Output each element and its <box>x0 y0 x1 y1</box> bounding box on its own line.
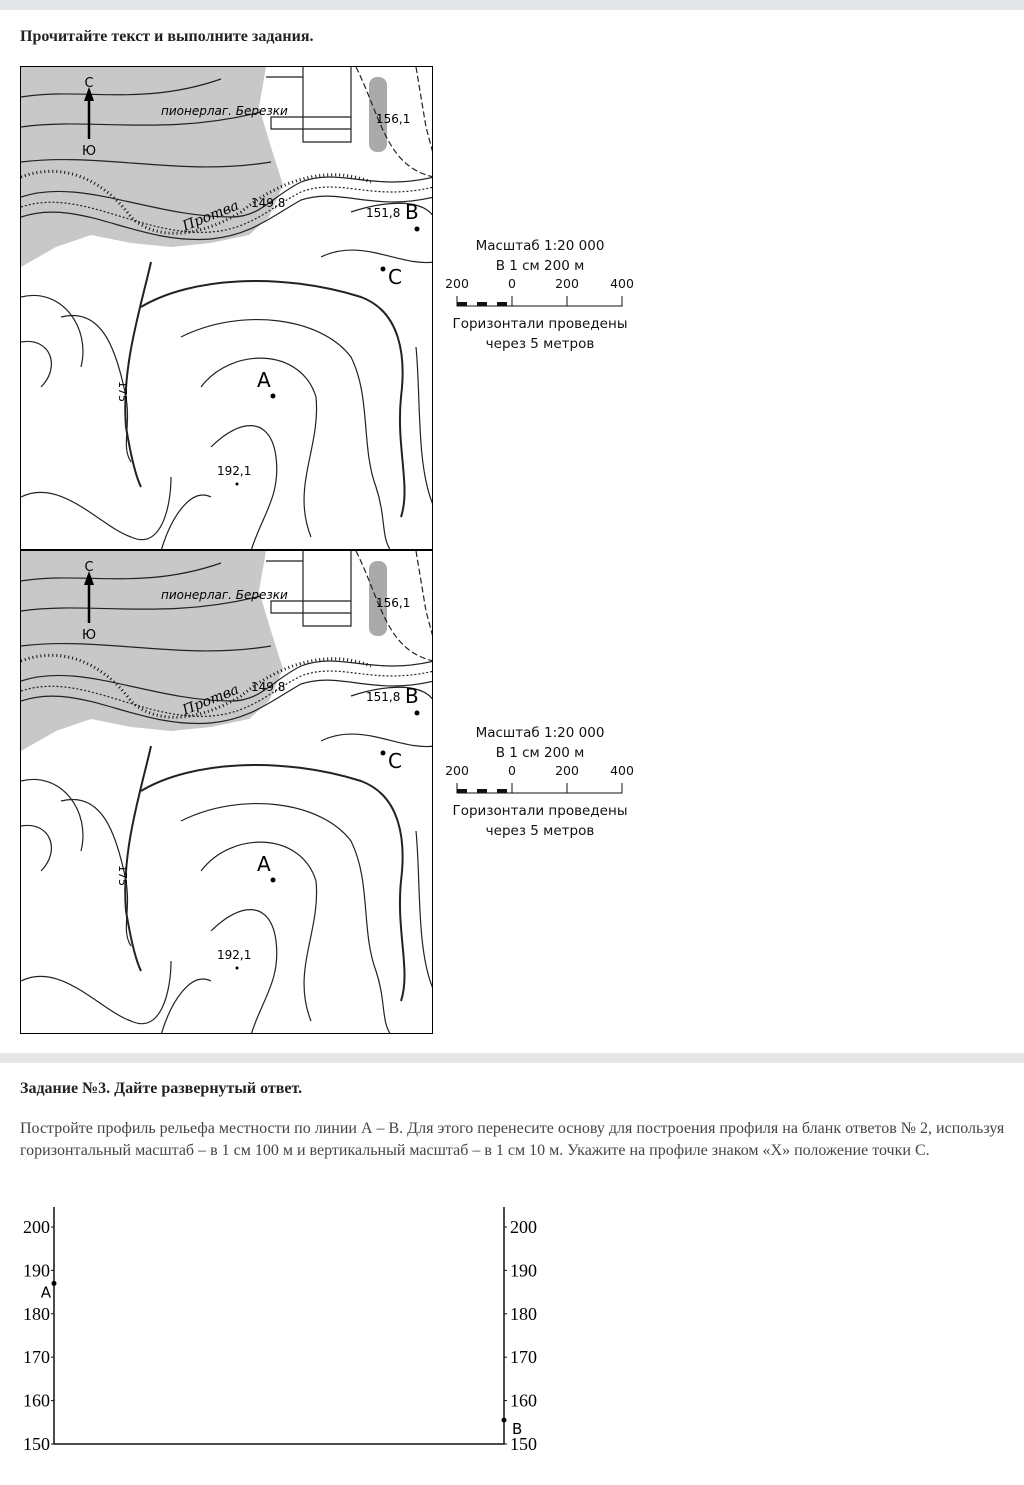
point-label: A <box>40 1283 51 1302</box>
south-label: Ю <box>81 628 97 643</box>
scale-title: Масштаб 1:20 000 <box>475 238 605 254</box>
contour-175-label: 175 <box>116 865 129 886</box>
point-b-label: B <box>405 200 419 224</box>
forest-area <box>21 67 286 267</box>
south-label: Ю <box>81 144 97 159</box>
ytick-right-label: 190 <box>510 1260 537 1281</box>
page-title: Прочитайте текст и выполните задания. <box>20 28 314 45</box>
scale-per-cm: В 1 см 200 м <box>495 258 585 274</box>
scale-title: Масштаб 1:20 000 <box>475 725 605 741</box>
map-legend-1 <box>440 236 640 354</box>
topographic-map <box>21 67 433 550</box>
height-149-8: 149,8 <box>251 680 286 694</box>
height-149-8: 149,8 <box>251 196 286 210</box>
river-label: Протва <box>180 197 242 235</box>
scale-per-cm: В 1 см 200 м <box>495 745 585 761</box>
point-b <box>415 227 420 232</box>
ytick-left-label: 190 <box>23 1260 50 1281</box>
contour-interval-1: Горизонтали проведены <box>452 316 628 332</box>
point-a-label: A <box>257 852 271 876</box>
point-a <box>52 1281 57 1286</box>
contour-175-label: 175 <box>116 381 129 402</box>
map-1 <box>20 66 433 550</box>
profile-chart <box>0 1200 560 1470</box>
point-a <box>271 394 276 399</box>
topographic-map <box>21 551 433 1034</box>
point-c-label: C <box>388 265 402 289</box>
task-text: Постройте профиль рельефа местности по линии А – В. Для этого перенесите основу для построения профиля на бланк ответов № 2, используя горизонтальный масштаб – в 1 см 100 м и вертикальный масштаб – в 1 см 10 м. Укажите на профиле знаком «Х» положение точки С. <box>20 1120 1005 1159</box>
ytick-left-label: 180 <box>23 1303 50 1324</box>
ytick-left-label: 160 <box>23 1390 50 1411</box>
height-192-1: 192,1 <box>217 948 252 962</box>
ytick-left-label: 200 <box>23 1217 50 1237</box>
contour-interval-2: через 5 метров <box>485 336 595 352</box>
ytick-right-label: 170 <box>510 1347 537 1368</box>
scale-bar: 200 0 200 400 <box>440 276 640 314</box>
point-b <box>502 1418 507 1423</box>
river-label: Протва <box>180 681 242 719</box>
top-divider <box>0 0 1024 10</box>
ytick-left-label: 170 <box>23 1347 50 1368</box>
ytick-right-label: 200 <box>510 1217 537 1237</box>
contour-interval-1: Горизонтали проведены <box>452 803 628 819</box>
section-divider <box>0 1053 1024 1063</box>
north-label: С <box>84 76 94 91</box>
axes <box>54 1207 504 1444</box>
forest-area <box>21 551 286 751</box>
height-151-8: 151,8 <box>366 690 401 704</box>
north-label: С <box>84 560 94 575</box>
map-legend-2 <box>440 723 640 841</box>
ytick-left-label: 150 <box>23 1434 50 1454</box>
point-b-label: B <box>405 684 419 708</box>
camp-label: пионерлаг. Березки <box>161 104 288 118</box>
map-2 <box>20 550 433 1034</box>
ytick-right-label: 160 <box>510 1390 537 1411</box>
point-c <box>381 751 386 756</box>
ytick-right-label: 150 <box>510 1434 537 1454</box>
task-heading: Задание №3. Дайте развернутый ответ. <box>20 1080 303 1097</box>
ytick-right-label: 180 <box>510 1303 537 1324</box>
point-b <box>415 711 420 716</box>
height-156-1: 156,1 <box>376 596 411 610</box>
point-a <box>271 878 276 883</box>
height-151-8: 151,8 <box>366 206 401 220</box>
contour-interval-2: через 5 метров <box>485 823 595 839</box>
camp-label: пионерлаг. Березки <box>161 588 288 602</box>
point-label: B <box>512 1420 523 1439</box>
point-a-label: A <box>257 368 271 392</box>
scale-bar: 200 0 200 400 <box>440 763 640 801</box>
point-c-label: C <box>388 749 402 773</box>
height-192-1: 192,1 <box>217 464 252 478</box>
height-156-1: 156,1 <box>376 112 411 126</box>
point-c <box>381 267 386 272</box>
